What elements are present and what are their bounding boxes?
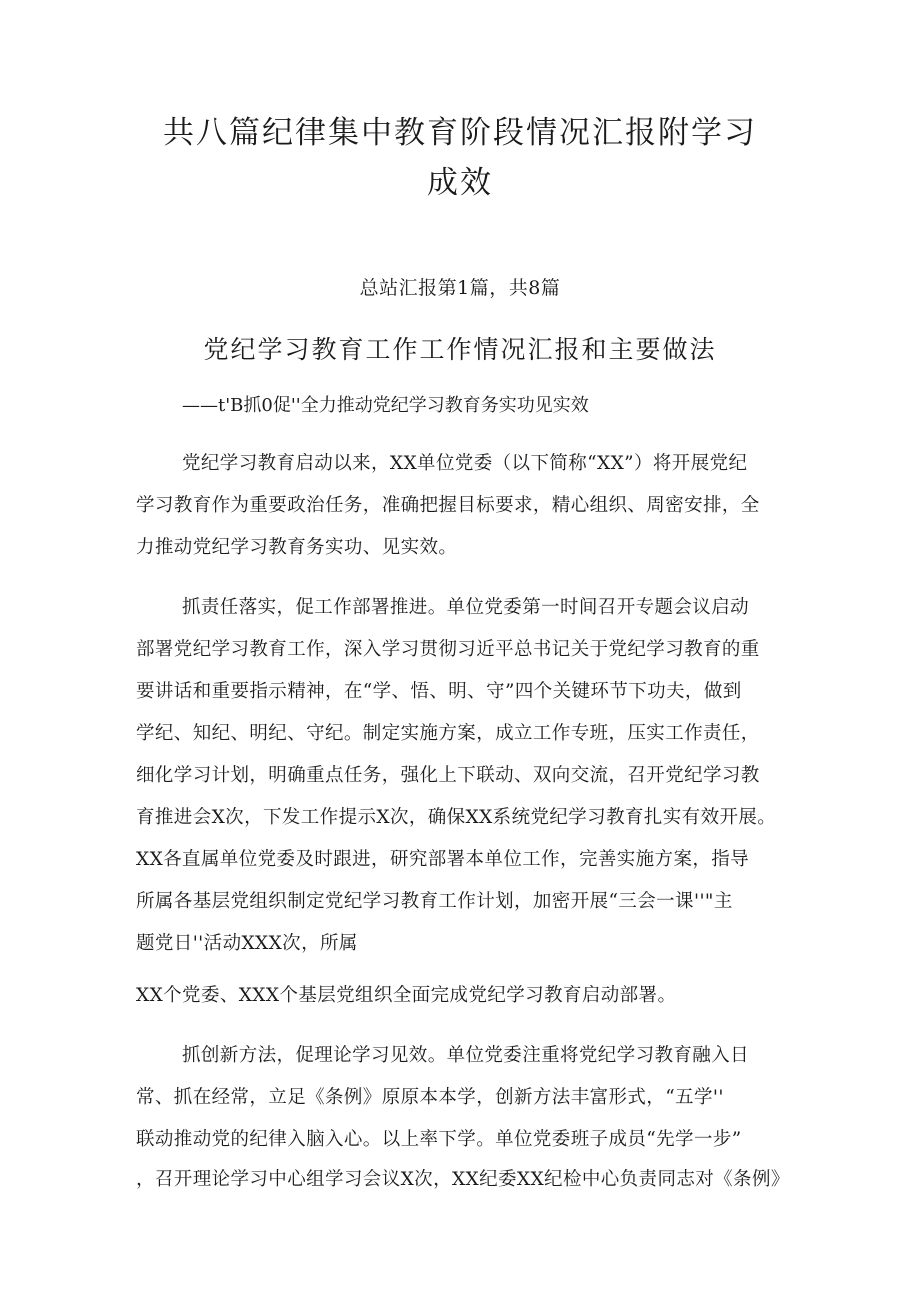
body-line: 常、抓在经常，立足《条例》原原本本学，创新方法丰富形式，“五学'' <box>136 1087 724 1108</box>
section-subtitle: ——t'B抓0促''全力推动党纪学习教育务实功见实效 <box>182 395 589 416</box>
body-line: 细化学习计划，明确重点任务，强化上下联动、双向交流，召开党纪学习教 <box>136 765 760 786</box>
body-line: 党纪学习教育启动以来，XX单位党委（以下简称“XX”）将开展党纪 <box>182 453 748 474</box>
body-line: 育推进会X次，下发工作提示X次，确保XX系统党纪学习教育扎实有效开展。 <box>136 807 777 828</box>
part-label: 总站汇报第1篇，共8篇 <box>359 277 561 299</box>
body-line: 题党日''活动XXX次，所属 <box>136 933 358 954</box>
body-line: 抓创新方法，促理论学习见效。单位党委注重将党纪学习教育融入日 <box>182 1045 750 1066</box>
body-line: ，召开理论学习中心组学习会议X次，XX纪委XX纪检中心负责同志对《条例》 <box>136 1169 790 1190</box>
body-line: 联动推动党的纪律入脑入心。以上率下学。单位党委班子成员“先学一步” <box>136 1129 742 1150</box>
body-line: XX各直属单位党委及时跟进，研究部署本单位工作，完善实施方案，指导 <box>136 849 750 870</box>
body-line: 力推动党纪学习教育务实功、见实效。 <box>136 537 458 558</box>
body-line: 所属各基层党组织制定党纪学习教育工作计划，加密开展“三会一课''"主 <box>136 891 733 912</box>
section-title: 党纪学习教育工作工作情况汇报和主要做法 <box>203 335 717 364</box>
title-line-2: 成效 <box>427 165 493 201</box>
body-line: 学习教育作为重要政治任务，准确把握目标要求，精心组织、周密安排，全 <box>136 495 760 516</box>
body-line: 部署党纪学习教育工作，深入学习贯彻习近平总书记关于党纪学习教育的重 <box>136 639 760 660</box>
body-line: XX个党委、XXX个基层党组织全面完成党纪学习教育启动部署。 <box>136 985 677 1006</box>
body-line: 学纪、知纪、明纪、守纪。制定实施方案，成立工作专班，压实工作责任， <box>136 723 760 744</box>
body-line: 抓责任落实，促工作部署推进。单位党委第一时间召开专题会议启动 <box>182 597 750 618</box>
body-line: 要讲话和重要指示精神，在“学、悟、明、守”四个关键环节下功夫，做到 <box>136 681 742 702</box>
document-title <box>130 108 790 208</box>
title-line-1: 共八篇纪律集中教育阶段情况汇报附学习 <box>163 115 757 151</box>
